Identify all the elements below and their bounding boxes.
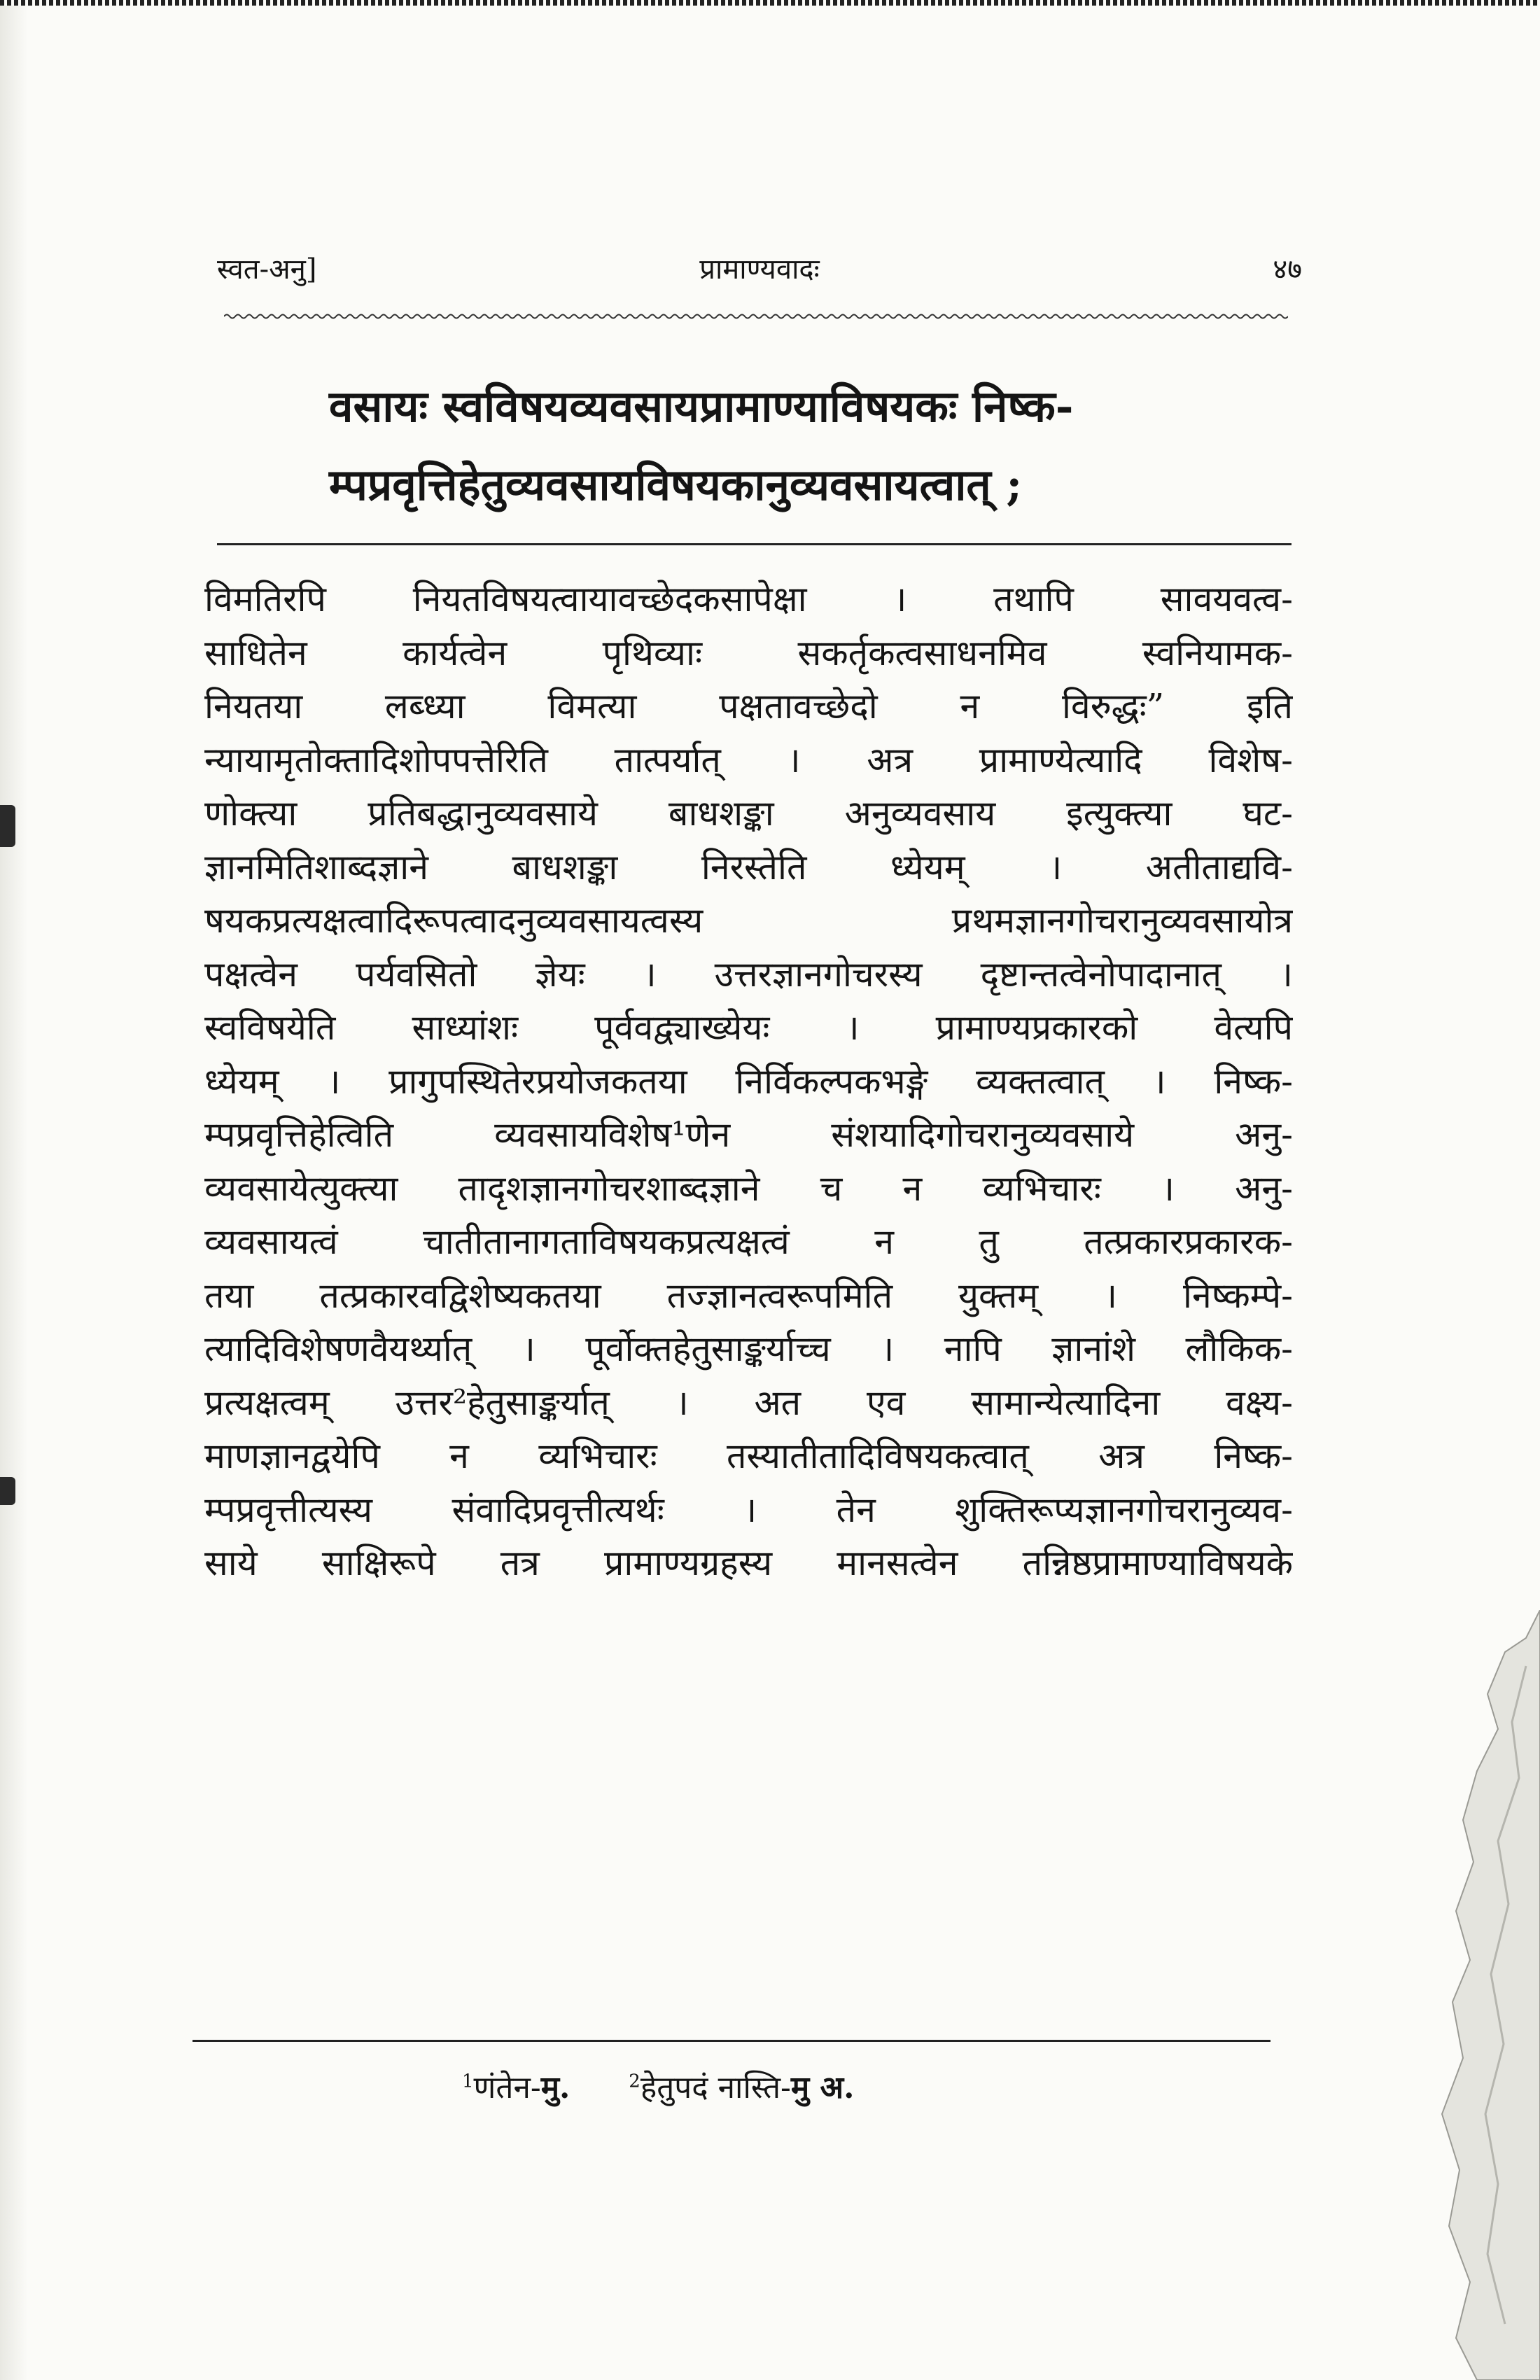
commentary-line: म्पप्रवृत्तीत्यस्य संवादिप्रवृत्तीत्यर्थः । तेन शुक्तिरूप्यज्ञानगोचरानुव्यव- — [204, 1489, 1293, 1530]
commentary-line: व्यवसायेत्युक्त्या तादृशज्ञानगोचरशाब्दज्ञाने च न व्यभिचारः । अनु- — [204, 1168, 1293, 1209]
commentary-line: न्यायामृतोक्तादिशोपपत्तेरिति तात्पर्यात् । अत्र प्रामाण्येत्यादि विशेष- — [204, 739, 1293, 780]
sutra-line: म्पप्रवृत्तिहेतुव्यवसायविषयकानुव्यवसायत्वात् ; — [329, 459, 1023, 510]
commentary-line: त्यादिविशेषणवैयर्थ्यात् । पूर्वोक्तहेतुसाङ्कर्याच्च । नापि ज्ञानांशे लौकिक- — [204, 1329, 1293, 1369]
header-section-label: स्वत-अनु] — [217, 253, 317, 286]
footnote-marker: 1 — [462, 2071, 474, 2092]
binding-mark — [0, 805, 15, 847]
footnote-source: मु अ. — [790, 2070, 855, 2106]
footnote-text: णंतेन- — [473, 2070, 541, 2106]
commentary-line: माणज्ञानद्वयेपि न व्यभिचारः तस्यातीतादिविषयकत्वात् अत्र निष्क- — [204, 1436, 1293, 1476]
commentary-line: ज्ञानमितिशाब्दज्ञाने बाधशङ्का निरस्तेति ध्येयम् । अतीताद्यवि- — [204, 846, 1293, 888]
commentary-text — [204, 573, 1293, 1590]
commentary-line: प्रत्यक्षत्वम् उत्तर²हेतुसाङ्कर्यात् । अत एव सामान्येत्यादिना वक्ष्य- — [204, 1382, 1293, 1423]
footnotes — [462, 2065, 1092, 2107]
footnote-text: हेतुपदं नास्ति- — [640, 2070, 791, 2106]
commentary-line: स्वविषयेति साध्यांशः पूर्ववद्व्याख्येयः । प्रामाण्यप्रकारको वेत्यपि — [204, 1007, 1293, 1048]
wavy-divider — [224, 312, 1288, 321]
commentary-line: षयकप्रत्यक्षत्वादिरूपत्वादनुव्यवसायत्वस्य प्रथमज्ञानगोचरानुव्यवसायोत्र — [204, 900, 1293, 941]
sutra-divider — [217, 543, 1292, 545]
sutra-line: वसायः स्वविषयव्यवसायप्रामाण्याविषयकः निष्क- — [329, 381, 1074, 432]
header-title: प्रामाण्यवादः — [699, 253, 820, 286]
commentary-line: साये साक्षिरूपे तत्र प्रामाण्यग्रहस्य मानसत्वेन तन्निष्ठप्रामाण्याविषयके — [204, 1543, 1293, 1583]
commentary-line: ध्येयम् । प्रागुपस्थितेरप्रयोजकतया निर्विकल्पकभङ्गे व्यक्तत्वात् । निष्क- — [204, 1060, 1293, 1102]
page-number: ४७ — [1273, 253, 1302, 286]
commentary-line: म्पप्रवृत्तिहेत्विति व्यवसायविशेष¹णेन संशयादिगोचरानुव्यवसाये अनु- — [204, 1114, 1293, 1155]
commentary-line: नियतया लब्ध्या विमत्या पक्षतावच्छेदो न विरुद्धः” इति — [204, 686, 1293, 727]
commentary-line: विमतिरपि नियतविषयत्वायावच्छेदकसापेक्षा । तथापि सावयवत्व- — [204, 579, 1293, 620]
commentary-line: साधितेन कार्यत्वेन पृथिव्याः सकर्तृकत्वसाधनमिव स्वनियामक- — [204, 632, 1293, 673]
top-edge — [0, 0, 1540, 6]
footnote-source: मु. — [540, 2070, 570, 2106]
running-header — [217, 248, 1302, 290]
binding-shadow — [0, 0, 28, 2380]
commentary-line: व्यवसायत्वं चातीतानागताविषयकप्रत्यक्षत्वं न तु तत्प्रकारप्रकारक- — [204, 1222, 1293, 1262]
commentary-line: णोक्त्या प्रतिबद्धानुव्यवसाये बाधशङ्का अनुव्यवसाय इत्युक्त्या घट- — [204, 793, 1293, 834]
commentary-line: तया तत्प्रकारवद्विशेष्यकतया तज्ज्ञानत्वरूपमिति युक्तम् । निष्कम्पे- — [204, 1275, 1293, 1316]
torn-page-edge — [1421, 1610, 1540, 2380]
commentary-line: पक्षत्वेन पर्यवसितो ज्ञेयः । उत्तरज्ञानगोचरस्य दृष्टान्तत्वेनोपादानात् । — [204, 953, 1293, 995]
footnote-divider — [192, 2040, 1270, 2042]
binding-mark — [0, 1477, 15, 1505]
sutra-text — [329, 368, 1323, 524]
footnote-marker: 2 — [629, 2071, 640, 2092]
